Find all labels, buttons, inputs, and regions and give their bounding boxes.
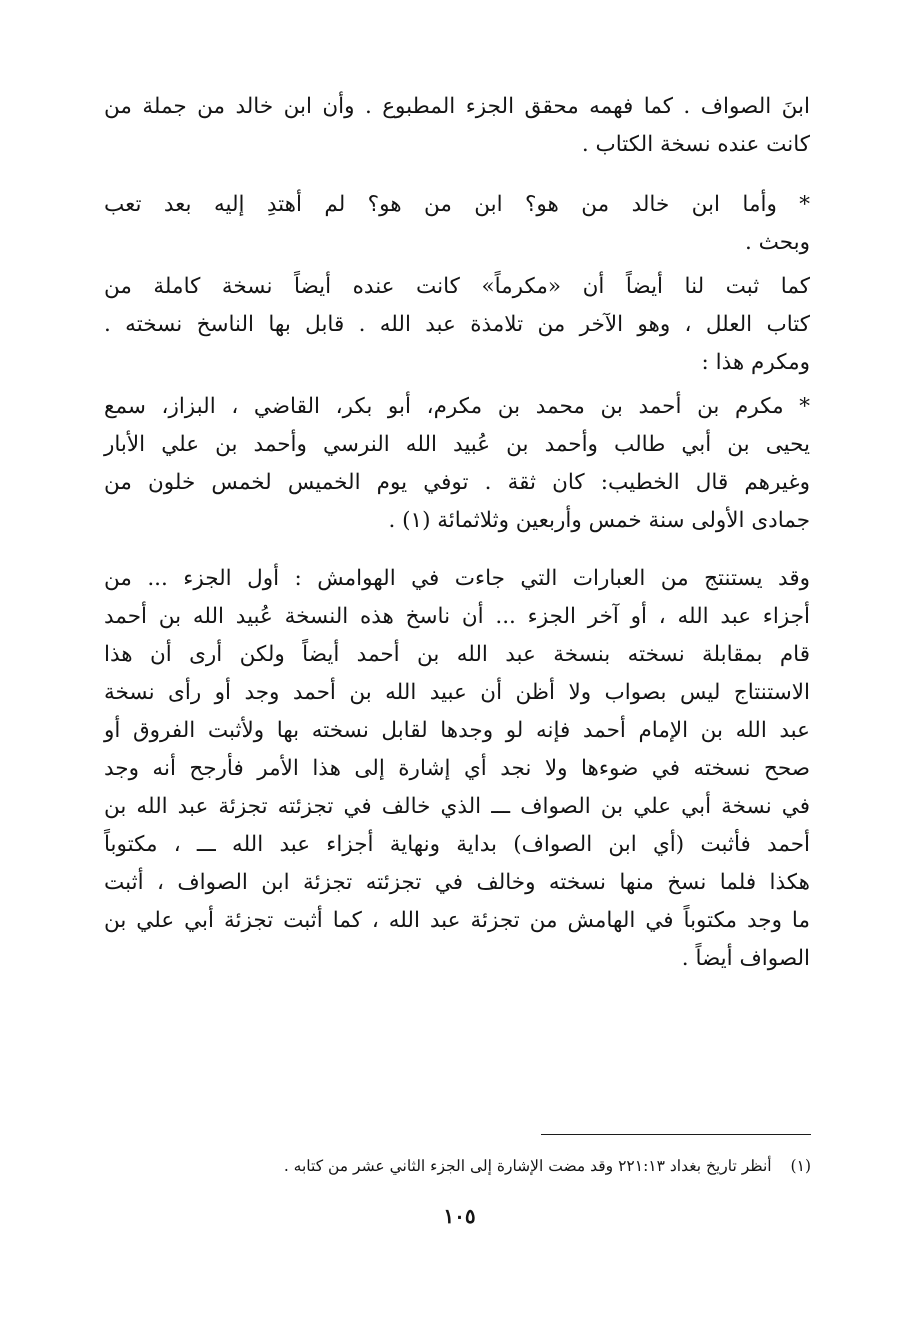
text-line: ومكرم هذا :	[701, 350, 810, 375]
text-line: أجزاء عبد الله ، أو آخر الجزء ... أن ناسخ هذه النسخة عُبيد الله بن أحمد	[104, 604, 810, 629]
text-line: الصواف أيضاً .	[681, 946, 810, 971]
text-line: كتاب العلل ، وهو الآخر من تلامذة عبد الله . قابل بها الناسخ نسخته .	[104, 312, 810, 337]
text-line: الاستنتاج ليس بصواب ولا أظن أن عبيد الله بن أحمد وجد أو رأى نسخة	[104, 680, 810, 705]
paragraph-5	[104, 560, 810, 978]
text-line: صحح نسخته في ضوءها ولا نجد أي إشارة إلى هذا الأمر فأرجح أنه وجد	[104, 756, 810, 781]
text-line: وغيرهم قال الخطيب: كان ثقة . توفي يوم الخميس لخمس خلون من	[104, 470, 810, 495]
text-line: وقد يستنتج من العبارات التي جاءت في الهوامش : أول الجزء ... من	[104, 566, 810, 591]
footnote-text: أنظر تاريخ بغداد ٢٢١:١٣ وقد مضت الإشارة إلى الجزء الثاني عشر من كتابه .	[283, 1157, 772, 1175]
paragraph-3	[104, 268, 810, 382]
text-line: وبحث .	[744, 230, 810, 255]
text-line: قام بمقابلة نسخته بنسخة عبد الله بن أحمد أيضاً ولكن أرى أن هذا	[104, 642, 810, 667]
text-line: كما ثبت لنا أيضاً أن «مكرماً» كانت عنده أيضاً نسخة كاملة من	[104, 274, 810, 299]
text-line: * مكرم بن أحمد بن محمد بن مكرم، أبو بكر، القاضي ، البزاز، سمع	[104, 394, 810, 419]
footnote-marker: (١)	[790, 1157, 811, 1175]
text-line: ابنَ الصواف . كما فهمه محقق الجزء المطبوع . وأن ابن خالد من جملة من	[104, 94, 810, 119]
footnote	[171, 1152, 811, 1180]
footnote-divider	[541, 1134, 811, 1135]
text-line: كانت عنده نسخة الكتاب .	[581, 132, 810, 157]
text-line: في نسخة أبي علي بن الصواف ـــ الذي خالف في تجزئته تجزئة عبد الله بن	[104, 794, 810, 819]
text-line: هكذا فلما نسخ منها نسخته وخالف في تجزئته تجزئة ابن الصواف ، أثبت	[104, 870, 810, 895]
text-line: ما وجد مكتوباً في الهامش من تجزئة عبد الله ، كما أثبت تجزئة أبي علي بن	[104, 908, 810, 933]
page-number: ١٠٥	[443, 1204, 476, 1228]
text-line: يحيى بن أبي طالب وأحمد بن عُبيد الله النرسي وأحمد بن علي الأبار	[104, 432, 810, 457]
paragraph-1	[104, 88, 810, 164]
paragraph-2	[104, 186, 810, 262]
text-line: * وأما ابن خالد من هو؟ ابن من هو؟ لم أهتدِ إليه بعد تعب	[104, 192, 810, 217]
text-line: عبد الله بن الإمام أحمد فإنه لو وجدها لقابل نسخته بها ولأثبت الفروق أو	[104, 718, 810, 743]
text-line: جمادى الأولى سنة خمس وأربعين وثلاثمائة (١) .	[388, 508, 810, 533]
page-body	[104, 88, 810, 978]
paragraph-4	[104, 388, 810, 540]
text-line: أحمد فأثبت (أي ابن الصواف) بداية ونهاية أجزاء عبد الله ـــ ، مكتوباً	[104, 832, 810, 857]
